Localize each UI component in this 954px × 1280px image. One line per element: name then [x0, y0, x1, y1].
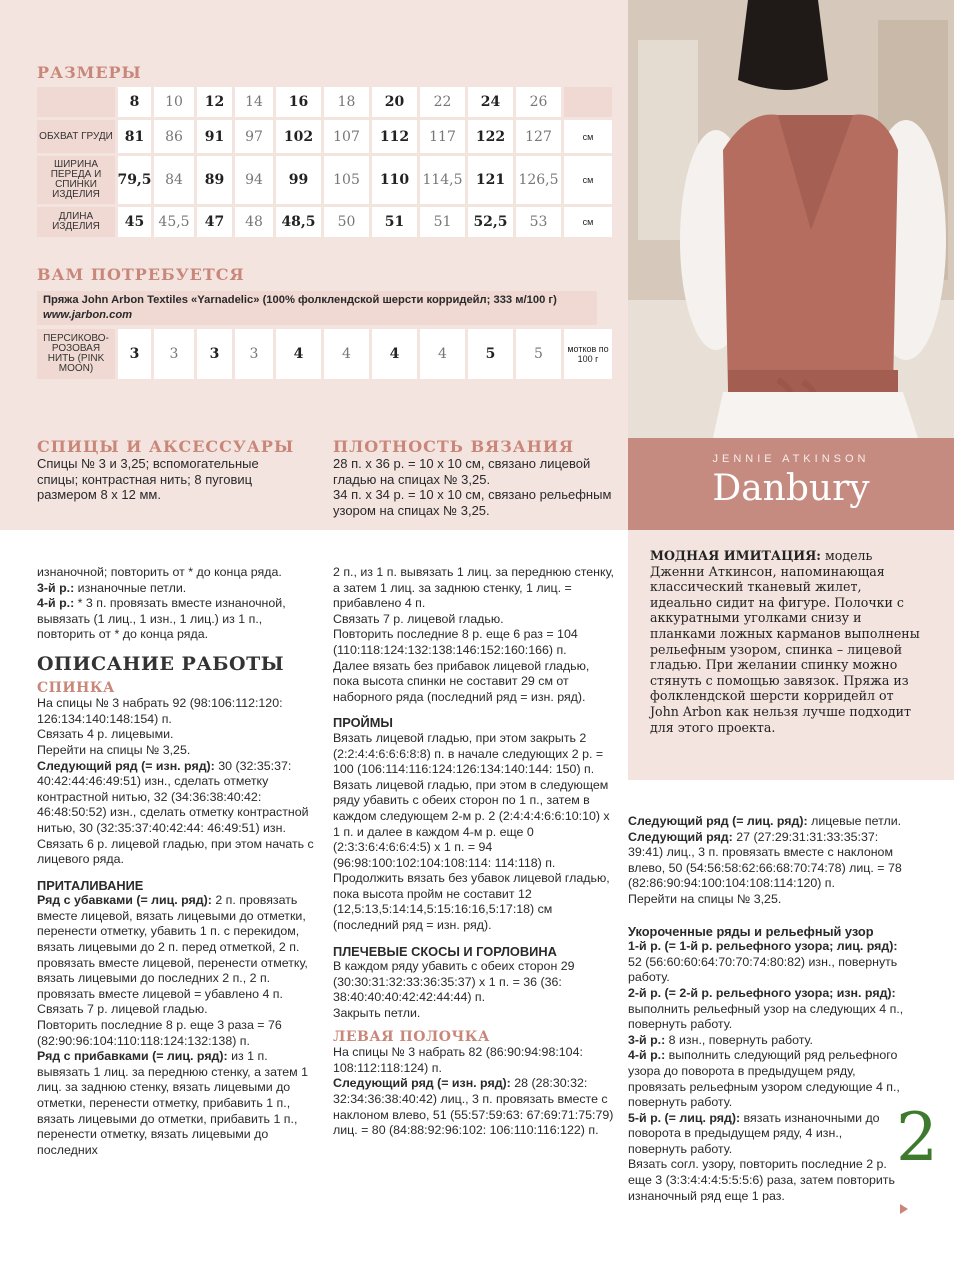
yarn-table	[37, 329, 612, 379]
skein-cell: 4	[324, 329, 369, 379]
skein-cell: 3	[235, 329, 273, 379]
row-text: выполнить рельефный узор на следующих 4 п., повернуть работу.	[628, 1001, 904, 1032]
back-heading: СПИНКА	[37, 679, 115, 696]
size-cell: 26	[516, 87, 561, 117]
row-label: 5-й р. (= лиц. ряд):	[628, 1110, 741, 1125]
row-text: выполнить следующий ряд рельефного узора до поворота в предыдущем ряду, провязать рельефным узором следующие 4 п., повернуть работу.	[628, 1048, 900, 1110]
fashion-label: МОДНАЯ ИМИТАЦИЯ:	[650, 548, 821, 563]
left-front-heading: ЛЕВАЯ ПОЛОЧКА	[333, 1028, 490, 1045]
work-description-heading: ОПИСАНИЕ РАБОТЫ	[37, 652, 285, 675]
col2-text: Вязать лицевой гладью, при этом в следующем ряду убавить с обеих сторон по 1 п., затем в каждом следующем 2-м р. 2 (2:4:4:4:6:6:10:10) х 1 п. и далее в каждом 4-м р. еще 0 (2:3:3:6:4:6:6:4:5) х 1 п. = 94 (96:98:100:102:104:108:114: 114:118) п.	[333, 777, 610, 870]
skein-cell: 4	[372, 329, 417, 379]
col2-text: Продолжить вязать без убавок лицевой гладью, пока высота пройм не составит 12 (12,5:13,5:14:14,5:15:16:16,5:17:18) см (последний ряд = изн. ряд).	[333, 871, 610, 933]
measure-cell: 99	[276, 156, 321, 204]
skein-cell: 3	[154, 329, 194, 379]
measure-cell: 122	[468, 120, 513, 153]
row-header: ДЛИНА ИЗДЕЛИЯ	[37, 207, 115, 237]
row-text: 52 (56:60:60:64:70:70:74:80:82) изн., повернуть работу.	[628, 954, 898, 985]
fitting-heading: ПРИТАЛИВАНИЕ	[37, 877, 144, 893]
measure-cell: 79,5	[118, 156, 151, 204]
measure-cell: 121	[468, 156, 513, 204]
col3-text: Вязать согл. узору, повторить последние 2 р. еще 3 (3:3:4:4:4:5:5:5:6) раза, затем повторить изнаночный ряд еще 1 раз.	[628, 1157, 895, 1203]
measure-cell: 51	[420, 207, 465, 237]
table-corner	[37, 87, 115, 117]
column-2	[333, 565, 615, 1139]
measure-cell: 127	[516, 120, 561, 153]
unit-cell: см	[564, 207, 612, 237]
gauge-text	[333, 456, 618, 518]
col2-text: В каждом ряду убавить с обеих сторон 29 (30:30:31:32:33:36:35:37) х 1 п. = 36 (36: 38:40:40:40:42:42:44:44) п.	[333, 959, 575, 1005]
row-text: вязать изнаночными до поворота в предыдущем ряду, 4 изн., повернуть работу.	[628, 1110, 880, 1156]
row-text: * 3 п. провязать вместе изнаночной, вывязать (1 лиц., 1 изн., 1 лиц.) из 1 п., повторить от * до конца ряда.	[37, 596, 286, 642]
col1-text: Перейти на спицы № 3,25.	[37, 742, 191, 757]
row-text: лицевые петли.	[807, 814, 902, 828]
col2-text: Закрыть петли.	[333, 1006, 421, 1021]
size-cell: 24	[468, 87, 513, 117]
next-page-arrow-icon[interactable]	[900, 1204, 908, 1214]
column-3	[628, 814, 904, 1204]
col1-text: изнаночной; повторить от * до конца ряда.	[37, 565, 282, 579]
measure-cell: 52,5	[468, 207, 513, 237]
measure-cell: 47	[197, 207, 232, 237]
armholes-heading: ПРОЙМЫ	[333, 715, 393, 731]
row-text: 30 (32:35:37: 40:42:44:46:49:51) изн., сделать отметку контрастной нитью, 32 (34:36:38:40:42: 46:48:50:52) изн., сделать отметку контрастной нитью, 30 (32:35:37:40:42:44: 46:49:51) изн.	[37, 758, 309, 835]
row-label: 2-й р. (= 2-й р. рельефного узора; изн. ряд):	[628, 985, 896, 1000]
gauge-line-2: 34 п. х 34 р. = 10 х 10 см, связано рельефным узором на спицах № 3,25.	[333, 487, 612, 518]
row-label: Следующий ряд (= лиц. ряд):	[628, 814, 808, 828]
row-label: Следующий ряд:	[628, 829, 733, 844]
vest-illustration	[628, 0, 954, 438]
row-header: ОБХВАТ ГРУДИ	[37, 120, 115, 153]
row-label: 1-й р. (= 1-й р. рельефного узора; лиц. ряд):	[628, 939, 898, 954]
row-label: Ряд с прибавками (= лиц. ряд):	[37, 1049, 228, 1064]
col3-text: Перейти на спицы № 3,25.	[628, 891, 782, 906]
needles-heading: СПИЦЫ И АКСЕССУАРЫ	[37, 437, 295, 456]
row-text: изнаночные петли.	[74, 580, 187, 595]
col2-text: Повторить последние 8 р. еще 6 раз = 104 (110:118:124:132:138:146:152:160:166) п.	[333, 627, 578, 657]
skein-cell: 5	[516, 329, 561, 379]
fashion-text: модель Дженни Аткинсон, напоминающая классический тканевый жилет, идеально сидит на фигуре. Полочки с аккуратными уголками снизу и планками ложных карманов выполнены рельефным узором, спинка – лицевой гладью. При желании спинку можно стянуть с помощью завязок. Пряжа из фолклендской шерсти корридейл от John Arbon как нельзя лучше подходит для этого проекта.	[650, 548, 920, 735]
page-number: 2	[896, 1099, 938, 1176]
measure-cell: 48	[235, 207, 273, 237]
skein-cell: 4	[276, 329, 321, 379]
gauge-line-1: 28 п. х 36 р. = 10 х 10 см, связано лицевой гладью на спицах № 3,25.	[333, 456, 591, 487]
measure-cell: 126,5	[516, 156, 561, 204]
row-label: 4-й р.:	[37, 596, 75, 611]
row-text: 27 (27:29:31:31:33:35:37: 39:41) лиц., 3 п. провязать вместе с наклоном влево, 50 (54:56:58:62:66:68:70:74:78) лиц. = 78 (82:86:90:94:100:104:108:114:120) п.	[628, 829, 902, 891]
short-rows-heading: Укороченные ряды и рельефный узор	[628, 923, 874, 939]
size-cell: 14	[235, 87, 273, 117]
unit-cell: мотков по 100 г	[564, 329, 612, 379]
row-label: Следующий ряд (= изн. ряд):	[333, 1076, 511, 1091]
column-1	[37, 565, 315, 1158]
row-header: ШИРИНА ПЕРЕДА И СПИНКИ ИЗДЕЛИЯ	[37, 156, 115, 204]
skein-cell: 5	[468, 329, 513, 379]
measure-cell: 117	[420, 120, 465, 153]
model-photo	[628, 0, 954, 438]
measure-cell: 48,5	[276, 207, 321, 237]
size-cell: 12	[197, 87, 232, 117]
table-corner	[564, 87, 612, 117]
row-header: ПЕРСИКОВО-РОЗОВАЯ НИТЬ (PINK MOON)	[37, 329, 115, 379]
row-label: Ряд с убавками (= лиц. ряд):	[37, 893, 212, 908]
needles-text: Спицы № 3 и 3,25; вспомогательные спицы; контрастная нить; 8 пуговиц размером 8 х 12 мм.	[37, 456, 259, 502]
yarn-text: Пряжа John Arbon Textiles «Yarnadelic» (100% фолклендской шерсти корридейл; 333 м/100 г)	[43, 294, 557, 306]
designer-name: JENNIE ATKINSON	[712, 453, 870, 465]
row-text: 28 (28:30:32: 32:34:36:38:40:42) лиц., 3 п. провязать вместе с наклоном влево, 51 (55:57:59:63: 67:69:71:75:79) лиц. = 80 (84:88:92:96:102: 106:110:116:122) п.	[333, 1076, 614, 1138]
measure-cell: 51	[372, 207, 417, 237]
measure-cell: 89	[197, 156, 232, 204]
col1-text: Связать 4 р. лицевыми.	[37, 727, 174, 742]
row-text: 2 п. провязать вместе лицевой, вязать лицевыми до отметки, перенести отметку, убавить 1 п. с перекидом, вязать лицевыми до 2 п. перед отметкой, 2 п. провязать вместе лицевой, перенести отметку, вязать лицевыми до последних 2 п., 2 п. провязать вместе лицевой = убавлено 4 п.	[37, 893, 308, 1001]
col2-text: На спицы № 3 набрать 82 (86:90:94:98:104: 108:112:118:124) п.	[333, 1045, 583, 1075]
yarn-url[interactable]: www.jarbon.com	[43, 309, 133, 321]
col2-text: Связать 7 р. лицевой гладью.	[333, 611, 504, 626]
col2-text: Далее вязать без прибавок лицевой гладью, пока высота спинки не составит 29 см от наборного ряда (последний ряд = изн. ряд).	[333, 658, 590, 704]
col1-text: Связать 6 р. лицевой гладью, при этом начать с лицевого ряда.	[37, 836, 314, 867]
col1-text: Связать 7 р. лицевой гладью.	[37, 1002, 208, 1017]
size-cell: 16	[276, 87, 321, 117]
size-cell: 8	[118, 87, 151, 117]
measure-cell: 81	[118, 120, 151, 153]
sizes-table	[37, 87, 612, 237]
col1-text: На спицы № 3 набрать 92 (98:106:112:120: 126:134:140:148:154) п.	[37, 696, 283, 726]
measure-cell: 91	[197, 120, 232, 153]
measure-cell: 105	[324, 156, 369, 204]
shoulders-heading: ПЛЕЧЕВЫЕ СКОСЫ И ГОРЛОВИНА	[333, 943, 557, 959]
size-cell: 18	[324, 87, 369, 117]
measure-cell: 53	[516, 207, 561, 237]
measure-cell: 45	[118, 207, 151, 237]
row-text: из 1 п. вывязать 1 лиц. за переднюю стенку, а затем 1 лиц. за заднюю стенку, вязать лицевыми до отметки, перенести отметку, прибавить 1 п., вязать лицевыми до отметки, прибавить 1 п., перенести отметку, вязать лицевыми до последних	[37, 1049, 308, 1157]
size-cell: 20	[372, 87, 417, 117]
row-label: 3-й р.:	[628, 1032, 666, 1047]
row-label: 4-й р.:	[628, 1048, 666, 1063]
row-text: 8 изн., повернуть работу.	[665, 1032, 813, 1047]
skein-cell: 3	[197, 329, 232, 379]
size-cell: 22	[420, 87, 465, 117]
col1-text: Повторить последние 8 р. еще 3 раза = 76 (82:90:96:104:110:118:124:132:138) п.	[37, 1018, 282, 1048]
gauge-heading: ПЛОТНОСТЬ ВЯЗАНИЯ	[333, 437, 575, 456]
row-label: 3-й р.:	[37, 580, 75, 595]
sizes-heading: РАЗМЕРЫ	[37, 63, 142, 82]
measure-cell: 97	[235, 120, 273, 153]
measure-cell: 45,5	[154, 207, 194, 237]
fashion-note-box	[628, 530, 954, 780]
col2-text: 2 п., из 1 п. вывязать 1 лиц. за переднюю стенку, а затем 1 лиц. за заднюю стенку, 1 лиц. = прибавлено 4 п.	[333, 565, 614, 611]
unit-cell: см	[564, 120, 612, 153]
materials-heading: ВАМ ПОТРЕБУЕТСЯ	[37, 265, 245, 284]
row-label: Следующий ряд (= изн. ряд):	[37, 758, 215, 773]
measure-cell: 102	[276, 120, 321, 153]
measure-cell: 50	[324, 207, 369, 237]
measure-cell: 114,5	[420, 156, 465, 204]
measure-cell: 112	[372, 120, 417, 153]
size-cell: 10	[154, 87, 194, 117]
yarn-box	[37, 291, 597, 325]
col2-text: Вязать лицевой гладью, при этом закрыть 2 (2:2:4:4:6:6:6:8:8) п. в начале следующих 2 р. = 100 (106:114:116:124:126:134:140:144: 150) п.	[333, 730, 604, 777]
measure-cell: 94	[235, 156, 273, 204]
skein-cell: 3	[118, 329, 151, 379]
measure-cell: 110	[372, 156, 417, 204]
unit-cell: см	[564, 156, 612, 204]
title-band	[628, 438, 954, 530]
measure-cell: 107	[324, 120, 369, 153]
skein-cell: 4	[420, 329, 465, 379]
measure-cell: 86	[154, 120, 194, 153]
measure-cell: 84	[154, 156, 194, 204]
pattern-title: Danbury	[712, 468, 870, 509]
